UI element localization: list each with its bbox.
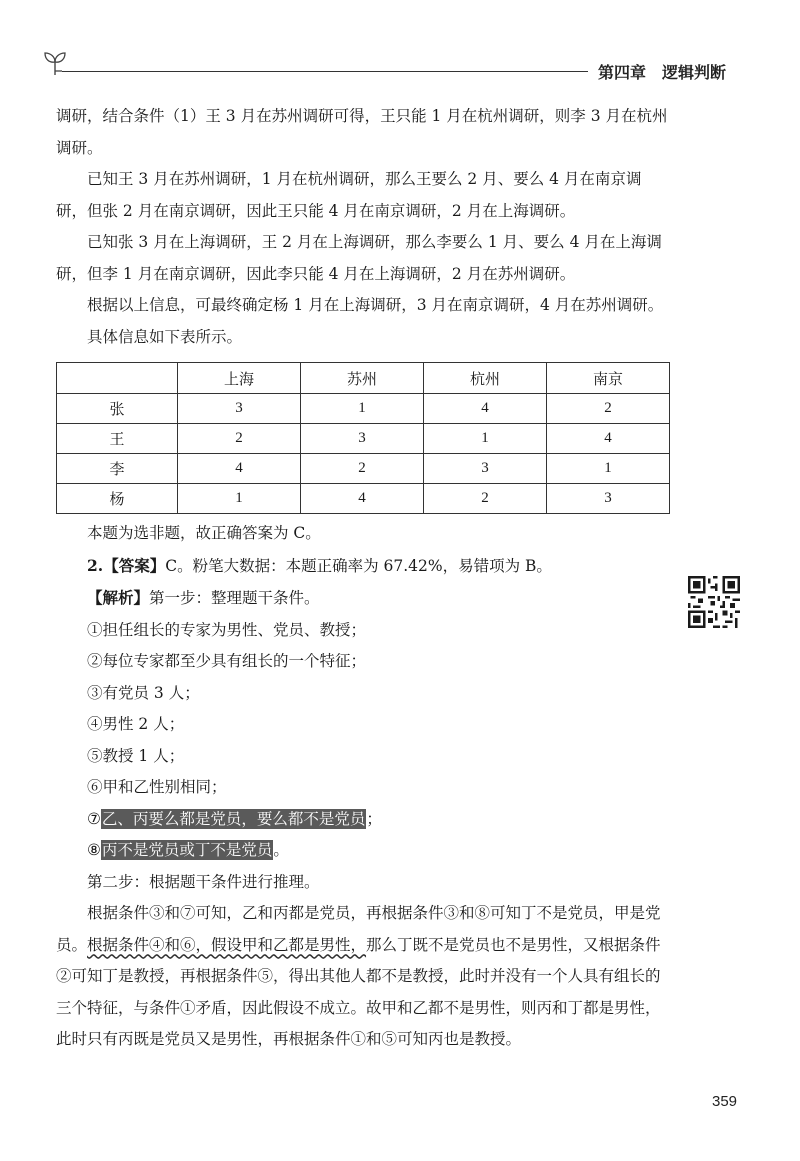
table-corner-cell bbox=[57, 363, 178, 394]
table-cell: 3 bbox=[301, 424, 424, 454]
page-number: 359 bbox=[712, 1093, 738, 1110]
table-cell: 1 bbox=[424, 424, 547, 454]
table-row bbox=[57, 484, 670, 514]
reasoning-paragraph bbox=[56, 898, 668, 1056]
table-row bbox=[57, 424, 670, 454]
page-header bbox=[0, 0, 800, 90]
q2-analysis bbox=[56, 582, 668, 615]
table-header-cell: 南京 bbox=[547, 363, 670, 394]
qr-code-icon[interactable] bbox=[688, 576, 740, 628]
table-row-label: 张 bbox=[57, 394, 178, 424]
table-cell: 2 bbox=[424, 484, 547, 514]
condition-7-end: ； bbox=[366, 809, 382, 828]
condition-5: ⑤教授 1 人； bbox=[87, 746, 185, 765]
table-cell: 4 bbox=[424, 394, 547, 424]
table-cell: 4 bbox=[178, 454, 301, 484]
condition-8-end: 。 bbox=[273, 841, 289, 859]
table-header-cell: 苏州 bbox=[301, 363, 424, 394]
table-cell: 2 bbox=[301, 454, 424, 484]
table-cell: 1 bbox=[301, 394, 424, 424]
table-cell: 3 bbox=[178, 394, 301, 424]
page-body bbox=[56, 101, 668, 1056]
reasoning-assumption: 根据条件④和⑥，假设甲和乙都是男性， bbox=[87, 935, 367, 954]
conclusion-text: 本题为选非题，故正确答案为 C。 bbox=[87, 524, 321, 542]
header-rule bbox=[62, 71, 588, 72]
table-cell: 4 bbox=[301, 484, 424, 514]
condition-4: ④男性 2 人； bbox=[87, 715, 185, 733]
condition-1: ①担任组长的专家为男性、党员、教授； bbox=[87, 620, 367, 639]
table-cell: 3 bbox=[424, 454, 547, 484]
paragraph-1: 调研，结合条件（1）王 3 月在苏州调研可得，王只能 1 月在杭州调研，则李 3 月在杭州调研。 bbox=[56, 107, 668, 157]
condition-6: ⑥甲和乙性别相同； bbox=[87, 778, 227, 796]
condition-7 bbox=[56, 804, 668, 836]
condition-8 bbox=[56, 835, 668, 867]
analysis-label: 【解析】 bbox=[87, 588, 150, 607]
table-header-row bbox=[57, 363, 670, 394]
q2-number: 2. bbox=[87, 555, 104, 575]
reasoning-part-a: 根据条件③和⑦可知，乙和丙都是党员，再根据条件③和⑧可知丁不是党员，甲是党员。 bbox=[56, 904, 661, 954]
table-cell: 2 bbox=[547, 394, 670, 424]
q2-answer bbox=[56, 550, 668, 583]
chapter-heading bbox=[598, 60, 726, 83]
condition-8-number: ⑧ bbox=[87, 841, 101, 859]
table-row-label: 李 bbox=[57, 454, 178, 484]
table-cell: 2 bbox=[178, 424, 301, 454]
chapter-number: 第四章 bbox=[598, 63, 647, 82]
table-cell: 3 bbox=[547, 484, 670, 514]
paragraph-5: 具体信息如下表所示。 bbox=[87, 327, 243, 346]
paragraph-4: 根据以上信息，可最终确定杨 1 月在上海调研，3 月在南京调研，4 月在苏州调研。 bbox=[87, 296, 664, 314]
table-cell: 1 bbox=[178, 484, 301, 514]
condition-7-number: ⑦ bbox=[87, 809, 101, 828]
table-row-label: 杨 bbox=[57, 484, 178, 514]
table-header-cell: 杭州 bbox=[424, 363, 547, 394]
paragraph-2: 已知王 3 月在苏州调研，1 月在杭州调研，那么王要么 2 月、要么 4 月在南京调研，但张 2 月在南京调研，因此王只能 4 月在南京调研，2 月在上海调研。 bbox=[56, 170, 642, 220]
table-header-cell: 上海 bbox=[178, 363, 301, 394]
step-two: 第二步：根据题干条件进行推理。 bbox=[87, 872, 320, 891]
answer-label: 【答案】 bbox=[103, 555, 166, 575]
condition-2: ②每位专家都至少具有组长的一个特征； bbox=[87, 652, 367, 670]
condition-7-highlight: 乙、丙要么都是党员，要么都不是党员 bbox=[101, 809, 366, 828]
table-cell: 1 bbox=[547, 454, 670, 484]
condition-8-highlight: 丙不是党员或丁不是党员 bbox=[101, 841, 273, 859]
table-cell: 4 bbox=[547, 424, 670, 454]
leaf-icon bbox=[44, 50, 66, 76]
schedule-table bbox=[56, 362, 670, 514]
table-row bbox=[57, 394, 670, 424]
answer-text: C。粉笔大数据：本题正确率为 67.42%，易错项为 B。 bbox=[165, 556, 552, 575]
condition-3: ③有党员 3 人； bbox=[87, 683, 200, 702]
paragraph-3: 已知张 3 月在上海调研，王 2 月在上海调研，那么李要么 1 月、要么 4 月在上海调研，但李 1 月在南京调研，因此李只能 4 月在上海调研，2 月在苏州调研。 bbox=[56, 233, 662, 283]
chapter-title: 逻辑判断 bbox=[662, 63, 727, 82]
table-row bbox=[57, 454, 670, 484]
step-one: 第一步：整理题干条件。 bbox=[149, 589, 320, 607]
table-row-label: 王 bbox=[57, 424, 178, 454]
reasoning-part-b: 那么丁既不是党员也不是男性，又根据条件②可知丁是教授，再根据条件⑤，得出其他人都不是教授，此时并没有一个人具有组长的三个特征，与条件①矛盾，因此假设不成立。故甲和乙都不是男性，则丙和丁都是男性，此时只有丙既是党员又是男性，再根据条件①和⑤可知丙也是教授。 bbox=[56, 935, 661, 1048]
